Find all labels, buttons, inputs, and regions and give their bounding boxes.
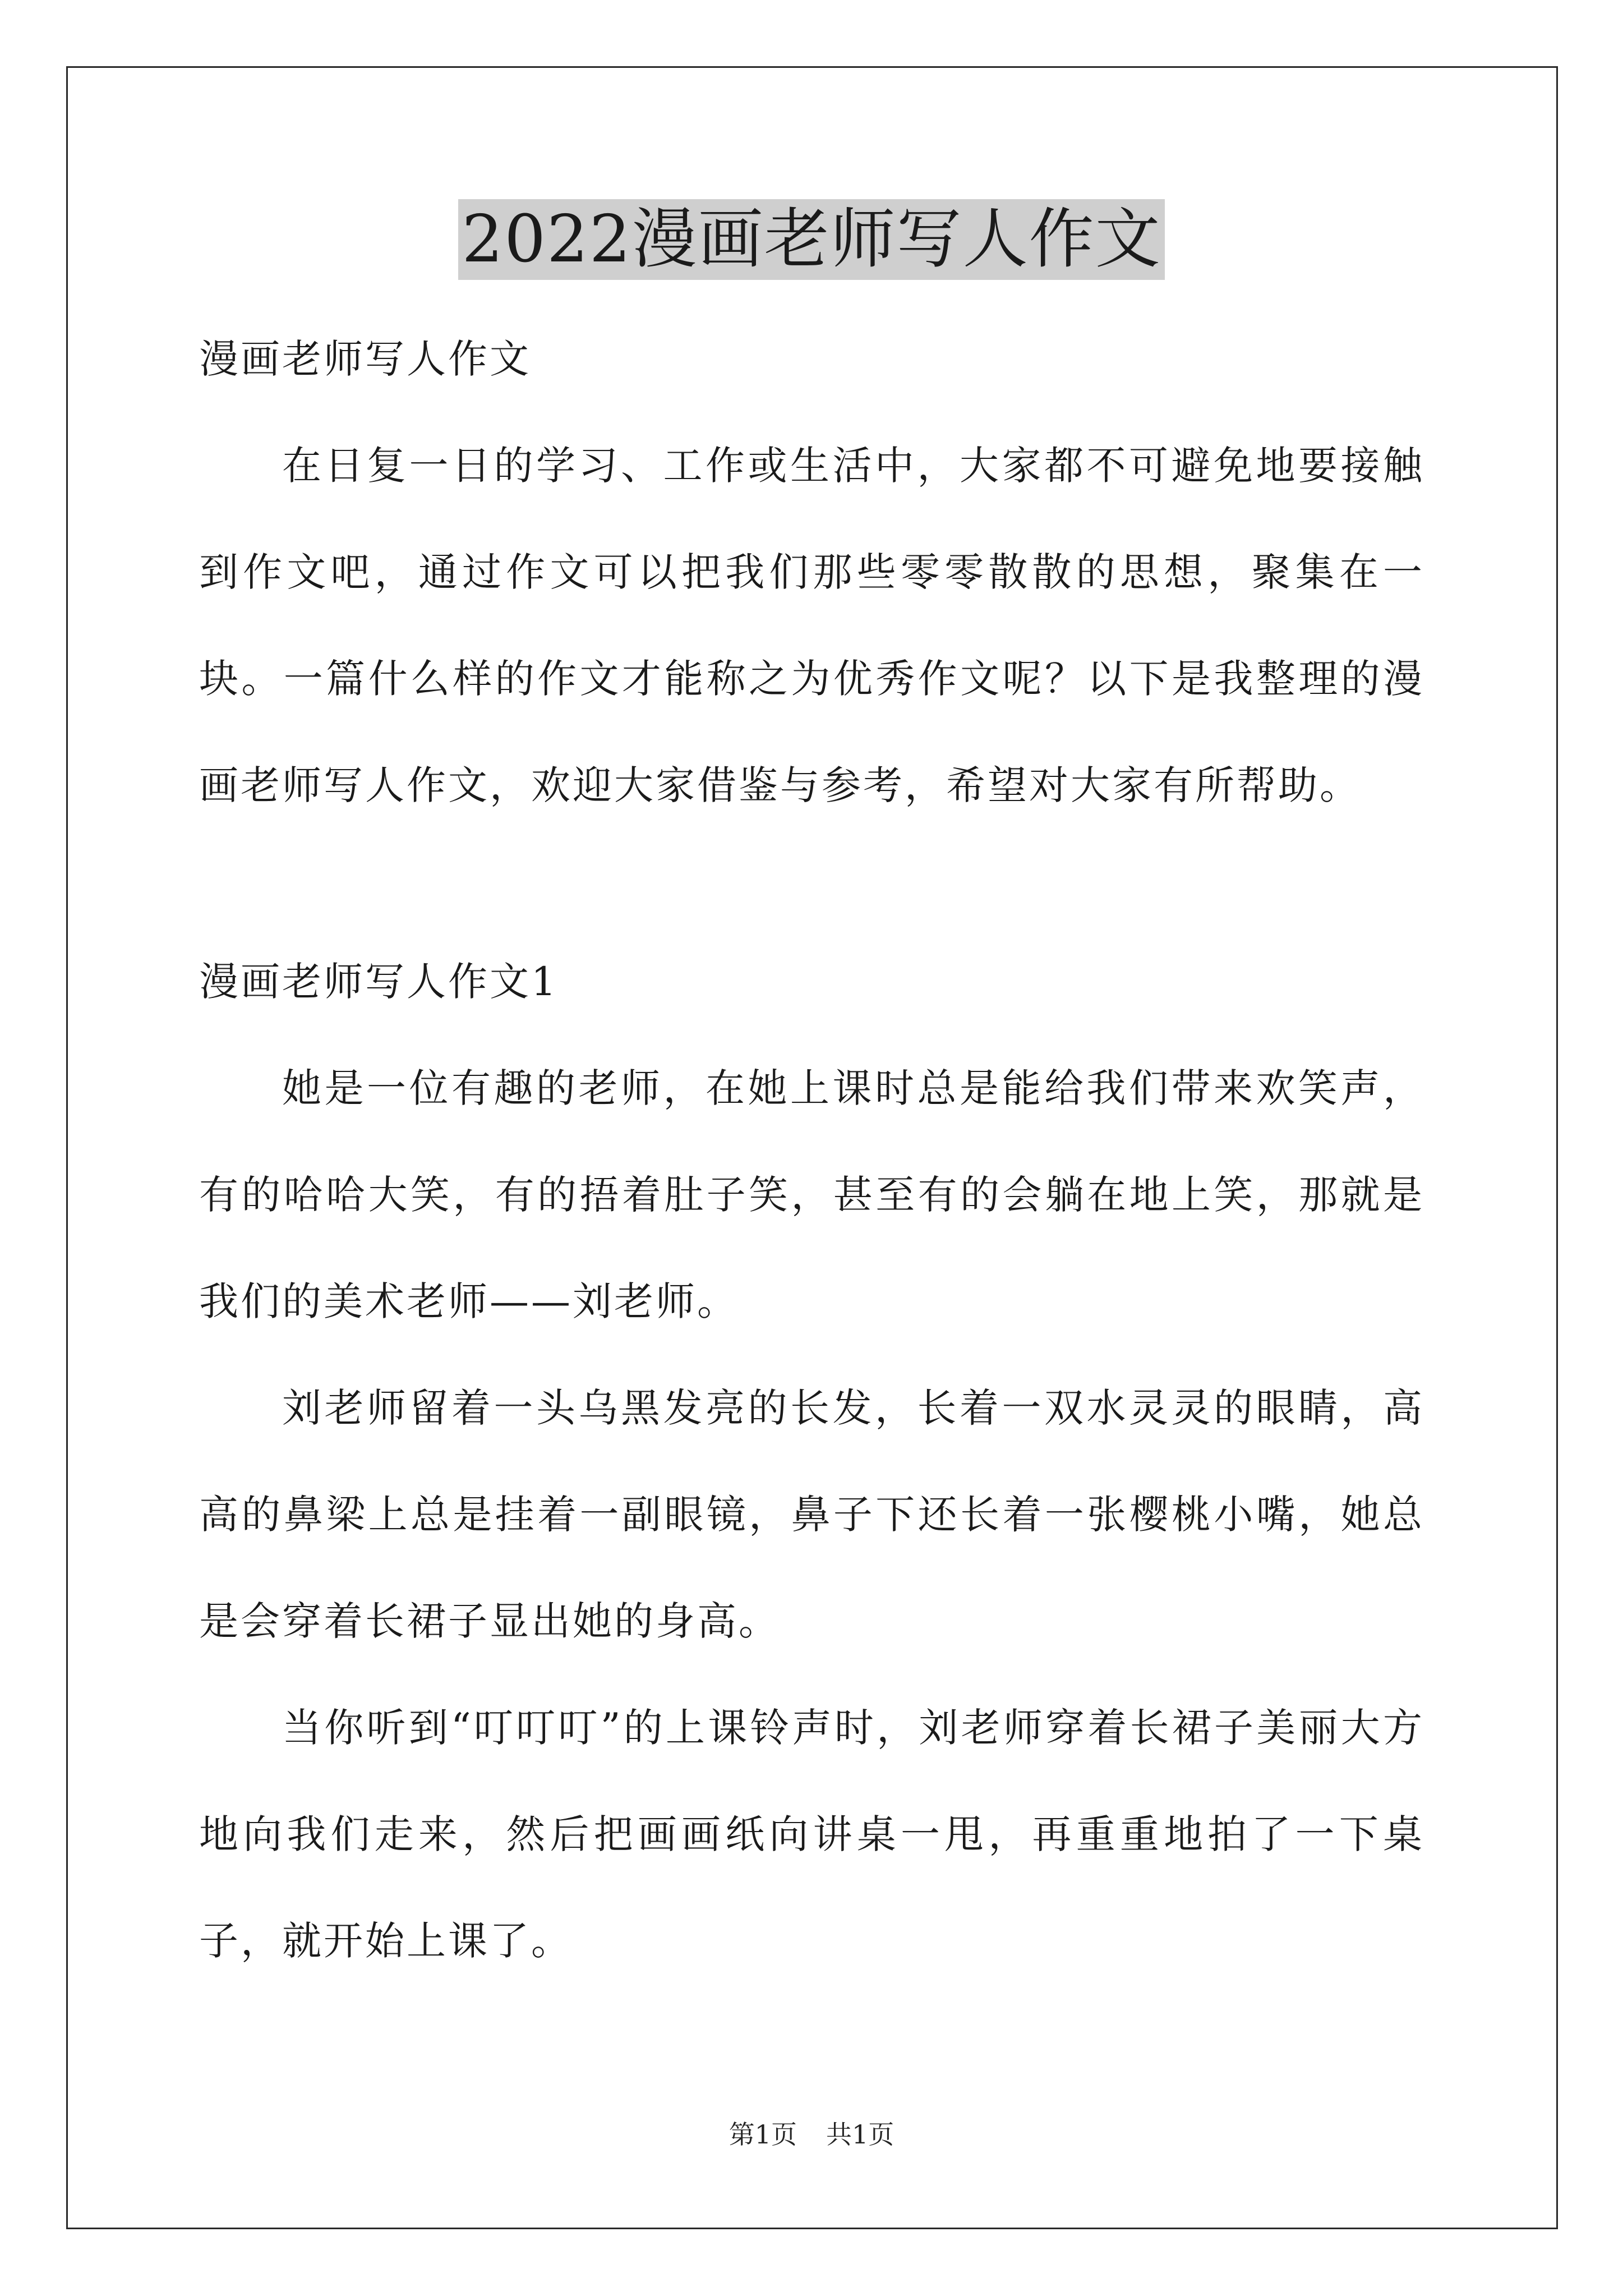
section-heading: 漫画老师写人作文1: [199, 959, 559, 1005]
document-title: 2022漫画老师写人作文: [458, 199, 1164, 280]
intro-paragraph: 在日复一日的学习、工作或生活中，大家都不可避免地要接触到作文吧，通过作文可以把我们那些零零散散的思想，聚集在一块。一篇什么样的作文才能称之为优秀作文呢？以下是我整理的漫画老师写人作文，欢迎大家借鉴与参考，希望对大家有所帮助。: [199, 443, 1424, 808]
page-footer: [0, 2118, 1623, 2151]
page-total: 共1页: [826, 2119, 895, 2150]
body-paragraph: 当你听到“叮叮叮”的上课铃声时，刘老师穿着长裙子美丽大方地向我们走来，然后把画画纸向讲桌一甩，再重重地拍了一下桌子，就开始上课了。: [199, 1705, 1424, 1964]
body-paragraph: 刘老师留着一头乌黑发亮的长发，长着一双水灵灵的眼睛，高高的鼻梁上总是挂着一副眼镜，鼻子下还长着一张樱桃小嘴，她总是会穿着长裙子显出她的身高。: [199, 1385, 1424, 1644]
body-paragraph: 她是一位有趣的老师，在她上课时总是能给我们带来欢笑声，有的哈哈大笑，有的捂着肚子笑，甚至有的会躺在地上笑，那就是我们的美术老师——刘老师。: [199, 1065, 1424, 1324]
page-number: 第1页: [728, 2119, 797, 2150]
title-container: [0, 199, 1623, 280]
document-body: [199, 306, 1424, 1994]
subtitle-heading: 漫画老师写人作文: [199, 336, 531, 382]
